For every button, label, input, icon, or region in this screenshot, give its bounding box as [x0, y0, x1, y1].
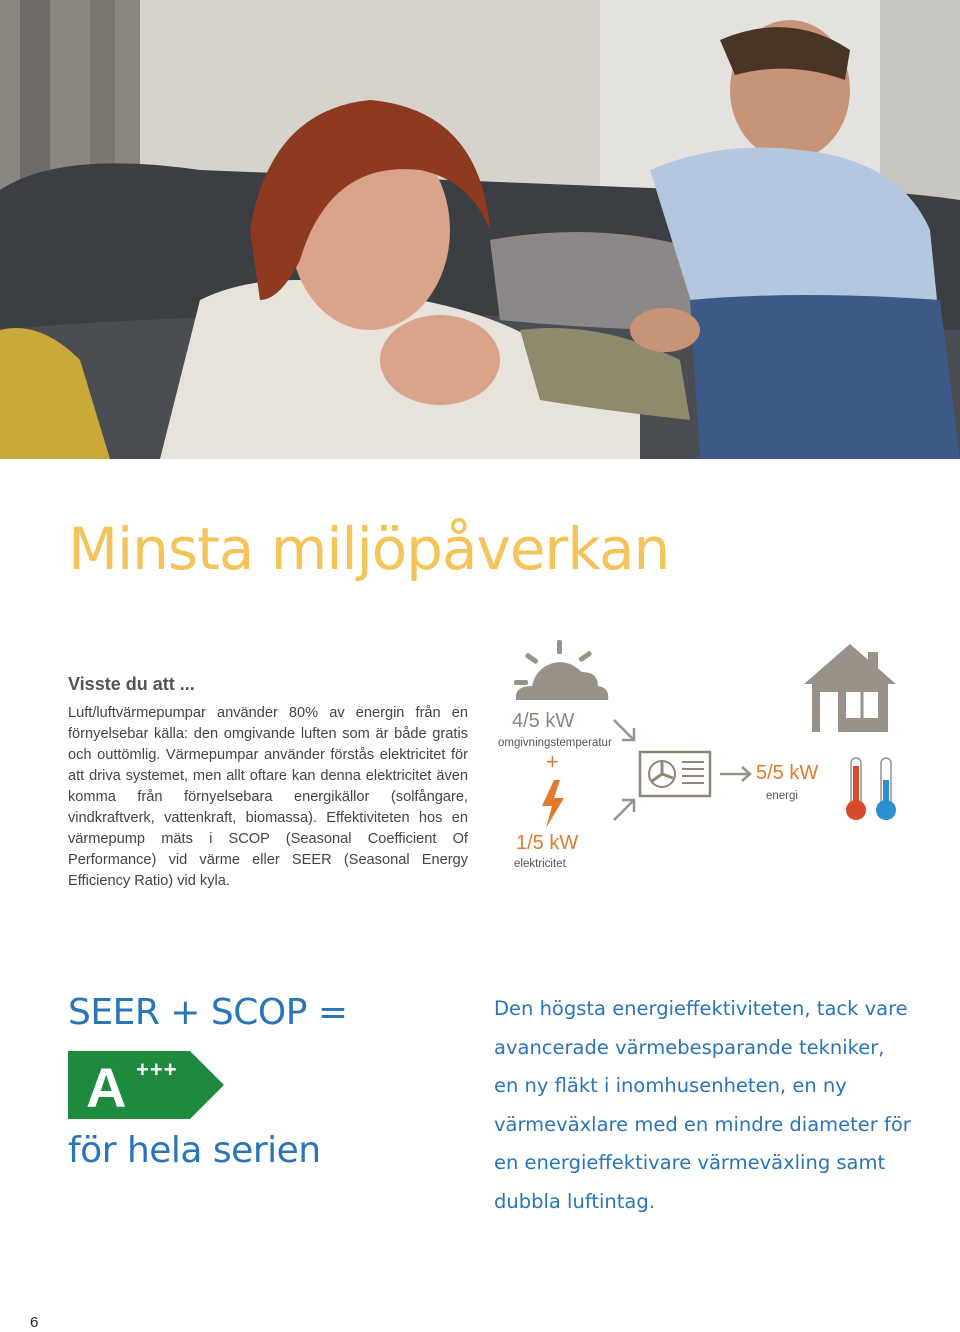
- ambient-label: omgivningstemperatur: [498, 737, 612, 749]
- heat-pump-unit-icon: [638, 750, 712, 798]
- page-number: 6: [30, 1314, 39, 1331]
- thermometer-cold-icon: [874, 756, 898, 822]
- energy-diagram: [490, 636, 930, 896]
- house-icon: [802, 640, 898, 736]
- energy-class-letter: A: [86, 1056, 127, 1119]
- arrow-down-right-icon: [610, 716, 640, 746]
- thermometer-hot-icon: [844, 756, 868, 822]
- plus-sign: +: [546, 749, 559, 774]
- ambient-kw-value: 4/5 kW: [512, 710, 575, 732]
- did-you-know-box: [68, 674, 468, 892]
- living-room-photo: [0, 0, 960, 459]
- electric-label: elektricitet: [514, 858, 566, 870]
- series-scope: för hela serien: [68, 1130, 321, 1171]
- page-title: Minsta miljöpåverkan: [68, 515, 670, 583]
- arrow-up-right-icon: [610, 794, 640, 824]
- hero-photo: [0, 0, 960, 459]
- output-label: energi: [766, 790, 798, 802]
- feature-description: Den högsta energieffektiviteten, tack vare avancerade värmebesparande tekniker, en ny fläkt i inomhusenheten, en ny värmeväxlare med en mindre diameter för en energieffektivare värmeväxling samt dubbla luftintag.: [494, 997, 911, 1213]
- did-you-know-body: Luft/luftvärmepumpar använder 80% av energin från en förnyelsebar källa: den omgivande luften som är både gratis och outtömlig. Värmepumpar använder förstås elektricitet för att driva systemet, men allt oftare kan denna elektricitet även komma från förnyelsebara energikällor (solfångare, vindkraftverk, vattenkraft, biomassa). Effektiviteten hos en värmepump mäts i SCOP (Seasonal Coefficient Of Performance) vid värme eller SEER (Seasonal Energy Efficiency Ratio) vid kyla.: [68, 705, 468, 889]
- energy-class-plus: +++: [136, 1057, 178, 1082]
- energy-class-badge: [68, 1051, 224, 1119]
- output-kw-value: 5/5 kW: [756, 762, 819, 784]
- electric-kw-value: 1/5 kW: [516, 832, 579, 854]
- lightning-icon: [538, 780, 566, 828]
- arrow-right-icon: [718, 764, 754, 784]
- sun-cloud-icon: [510, 636, 610, 702]
- seer-scop-formula: SEER + SCOP =: [68, 992, 348, 1033]
- did-you-know-title: Visste du att ...: [68, 674, 195, 694]
